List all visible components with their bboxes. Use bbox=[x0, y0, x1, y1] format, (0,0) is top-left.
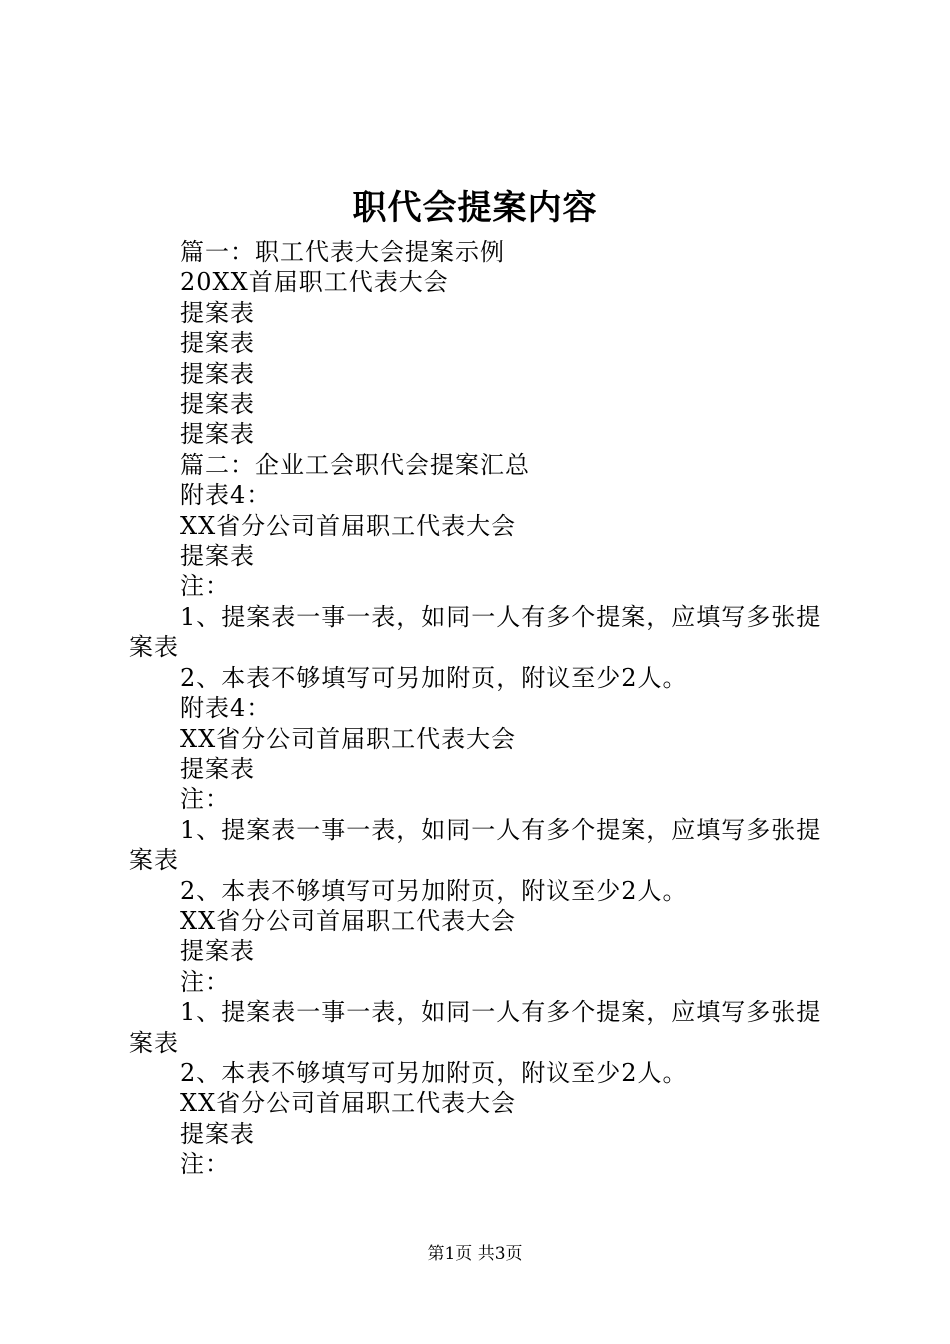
paragraph: 2、本表不够填写可另加附页，附议至少2人。 bbox=[180, 876, 688, 905]
paragraph: XX省分公司首届职工代表大会 bbox=[180, 1089, 517, 1118]
paragraph: 提案表 bbox=[180, 1119, 255, 1148]
document-body bbox=[129, 237, 839, 1180]
paragraph: 注： bbox=[180, 572, 230, 601]
document-title: 职代会提案内容 bbox=[352, 188, 598, 228]
paragraph: 2、本表不够填写可另加附页，附议至少2人。 bbox=[180, 663, 688, 692]
paragraph: 提案表 bbox=[180, 754, 255, 783]
paragraph: 1、提案表一事一表，如同一人有多个提案，应填写多张提案表 bbox=[129, 998, 822, 1057]
paragraph: XX省分公司首届职工代表大会 bbox=[180, 724, 517, 753]
paragraph: XX省分公司首届职工代表大会 bbox=[180, 906, 517, 935]
paragraph: 注： bbox=[180, 1150, 230, 1179]
paragraph: 提案表 bbox=[180, 329, 255, 358]
paragraph: 注： bbox=[180, 967, 230, 996]
paragraph: 注： bbox=[180, 785, 230, 814]
paragraph: 篇二：企业工会职代会提案汇总 bbox=[180, 450, 530, 479]
paragraph: 1、提案表一事一表，如同一人有多个提案，应填写多张提案表 bbox=[129, 602, 822, 662]
page-footer: 第1页 共3页 bbox=[427, 1244, 523, 1264]
paragraph: 1、提案表一事一表，如同一人有多个提案，应填写多张提案表 bbox=[129, 815, 822, 875]
paragraph: 提案表 bbox=[180, 420, 255, 449]
paragraph: 篇一：职工代表大会提案示例 bbox=[180, 238, 505, 266]
paragraph: 提案表 bbox=[180, 390, 255, 419]
paragraph: 附表4： bbox=[180, 694, 272, 723]
paragraph: 提案表 bbox=[180, 359, 255, 388]
paragraph: XX省分公司首届职工代表大会 bbox=[180, 511, 517, 540]
paragraph: 20XX首届职工代表大会 bbox=[180, 268, 449, 297]
paragraph: 附表4： bbox=[180, 481, 272, 510]
paragraph: 2、本表不够填写可另加附页，附议至少2人。 bbox=[180, 1058, 688, 1087]
paragraph: 提案表 bbox=[180, 937, 255, 966]
paragraph: 提案表 bbox=[180, 298, 255, 327]
paragraph: 提案表 bbox=[180, 542, 255, 571]
